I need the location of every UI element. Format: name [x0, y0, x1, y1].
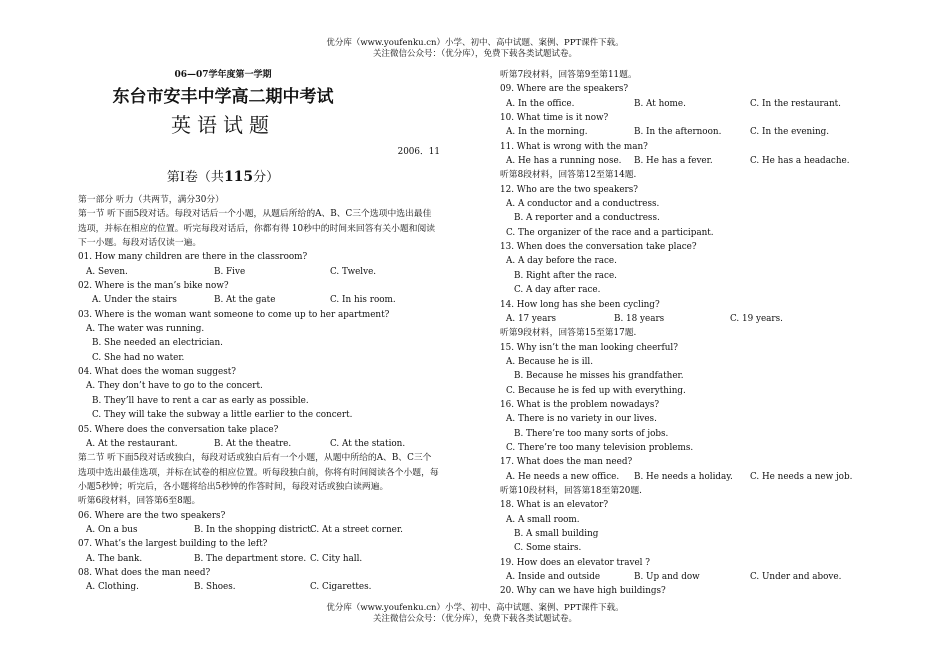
volume-suffix: 分）: [253, 170, 280, 185]
option-b: B. At the theatre.: [214, 438, 292, 449]
question-16-option-b: B. There’re too many sorts of jobs.: [514, 428, 669, 439]
question-7: 07. What’s the largest building to the left?: [78, 539, 268, 550]
section1-intro: 第一节 听下面5段对话。每段对话后一个小题，从题后所给的A、B、C三个选项中选出最佳选项，并标在相应的位置。听完每段对话后，你都有得 10秒中的时间来回答有关小题和阅读下一小题。每段对话仅读一遍。: [78, 209, 436, 249]
question-6: 06. Where are the two speakers?: [78, 510, 226, 521]
option-b: B. Five: [214, 266, 246, 277]
exam-date: 2006．11: [397, 147, 440, 157]
question-3: 03. Where is the woman want someone to come up to her apartment?: [78, 309, 390, 320]
banner-line-1: 优分库（www.youfenku.cn）小学、初中、高中试题、案例、PPT课件下载。: [326, 603, 624, 613]
hear-material-7: 听第7段材料，回答第9至第11题。: [500, 70, 637, 80]
question-9: 09. Where are the speakers?: [500, 84, 629, 95]
option-a: A. On a bus: [86, 524, 138, 535]
question-10-options: [500, 125, 860, 139]
question-4-option-b: B. They’ll have to rent a car as early as possible.: [92, 395, 309, 406]
option-a: A. Inside and outside: [506, 572, 601, 583]
volume-score: 115: [223, 169, 254, 185]
option-c: C. In the restaurant.: [750, 98, 841, 109]
option-a: A. In the office.: [506, 98, 575, 109]
question-1-options: [78, 265, 440, 279]
option-a: A. Seven.: [86, 266, 128, 277]
exam-subject: 英语试题: [171, 113, 275, 137]
option-b: B. Shoes.: [194, 582, 236, 593]
question-15-option-c: C. Because he is fed up with everything.: [506, 385, 686, 396]
option-b: B. At home.: [634, 98, 686, 109]
question-17-options: [500, 470, 860, 484]
option-c: C. 19 years.: [730, 313, 783, 324]
exam-year: 06—07学年度第一学期: [174, 70, 272, 80]
question-13: 13. When does the conversation take place?: [500, 242, 697, 253]
question-16-option-a: A. There is no variety in our lives.: [506, 414, 657, 425]
question-4-option-c: C. They will take the subway a little earlier to the concert.: [92, 410, 353, 421]
option-c: C. At a street corner.: [310, 524, 403, 535]
volume-prefix: 第Ⅰ卷（共: [166, 170, 224, 185]
question-11-options: [500, 154, 860, 168]
option-a: A. He needs a new office.: [506, 471, 620, 482]
left-column: [78, 68, 440, 595]
question-2: 02. Where is the man’s bike now?: [78, 281, 229, 292]
question-7-options: [78, 552, 440, 566]
question-9-options: [500, 97, 860, 111]
option-c: C. City hall.: [310, 553, 363, 564]
option-b: B. At the gate: [214, 295, 276, 306]
banner-line-2: 关注微信公众号：（优分库），免费下载各类试题试卷。: [372, 49, 577, 59]
option-a: A. Clothing.: [86, 582, 139, 593]
question-15: 15. Why isn’t the man looking cheerful?: [500, 342, 678, 353]
option-a: A. At the restaurant.: [86, 438, 178, 449]
banner-line-1: 优分库（www.youfenku.cn）小学、初中、高中试题、案例、PPT课件下载。: [326, 38, 624, 48]
option-a: A. He has a running nose.: [506, 156, 622, 167]
top-banner: [0, 38, 950, 60]
option-a: A. 17 years: [506, 313, 557, 324]
option-b: B. He needs a holiday.: [634, 471, 733, 482]
option-b: B. The department store.: [194, 553, 307, 564]
hear-material-8: 听第8段材料，回答第12至第14题.: [500, 170, 637, 181]
question-8: 08. What does the man need?: [78, 567, 211, 578]
part1-title: 第一部分 听力（共两节，满分30分）: [78, 195, 224, 205]
question-18-option-a: A. A small room.: [506, 514, 580, 525]
question-16-option-c: C. There’re too many television problems.: [506, 442, 694, 453]
hear-material-9: 听第9段材料，回答第15至第17题.: [500, 328, 637, 339]
option-b: B. In the shopping district.: [194, 524, 314, 535]
right-column: [500, 68, 860, 599]
volume-heading: [78, 166, 368, 189]
question-4-option-a: A. They don’t have to go to the concert.: [86, 381, 263, 392]
question-15-option-a: A. Because he is ill.: [506, 356, 593, 367]
question-3-option-b: B. She needed an electrician.: [92, 338, 223, 349]
section2-intro: 第二节 听下面5段对话或独白，每段对话或独白后有一个小题，从题中所给的A、B、C三个选项中选出最佳选项，并标在试卷的相应位置。听每段独白前，你将有时间阅读各个小题，每小题5秒钟；听完后，各小题将给出5秒钟的作答时间，每段对话或独白读两遍。: [78, 453, 439, 492]
question-6-options: [78, 523, 440, 537]
option-b: B. 18 years: [614, 313, 665, 324]
question-8-options: [78, 580, 440, 594]
option-c: C. In his room.: [330, 295, 396, 306]
option-c: C. He needs a new job.: [750, 471, 853, 482]
question-13-option-a: A. A day before the race.: [506, 256, 617, 267]
question-4: 04. What does the woman suggest?: [78, 367, 237, 378]
question-13-option-b: B. Right after the race.: [514, 270, 617, 281]
option-c: C. At the station.: [330, 438, 406, 449]
question-20: 20. Why can we have high buildings?: [500, 586, 666, 597]
option-a: A. Under the stairs: [92, 295, 177, 306]
option-c: C. He has a headache.: [750, 156, 850, 167]
exam-school-title: 东台市安丰中学高二期中考试: [112, 87, 334, 107]
question-15-option-b: B. Because he misses his grandfather.: [514, 371, 684, 382]
option-c: C. Twelve.: [330, 266, 377, 277]
question-12-option-c: C. The organizer of the race and a participant.: [506, 227, 714, 238]
question-19: 19. How does an elevator travel ?: [500, 557, 650, 568]
option-c: C. Cigarettes.: [310, 582, 372, 593]
question-17: 17. What does the man need?: [500, 457, 633, 468]
question-10: 10. What time is it now?: [500, 113, 609, 124]
banner-line-2: 关注微信公众号：（优分库），免费下载各类试题试卷。: [372, 614, 577, 624]
option-a: A. The bank.: [86, 553, 143, 564]
question-11: 11. What is wrong with the man?: [500, 141, 648, 152]
question-5-options: [78, 437, 440, 451]
question-12: 12. Who are the two speakers?: [500, 184, 638, 195]
question-18-option-c: C. Some stairs.: [514, 543, 582, 554]
question-3-option-c: C. She had no water.: [92, 352, 185, 363]
question-19-options: [500, 570, 860, 584]
option-c: C. Under and above.: [750, 572, 842, 583]
question-12-option-a: A. A conductor and a conductress.: [506, 199, 660, 210]
bottom-banner: [0, 603, 950, 625]
option-b: B. In the afternoon.: [634, 127, 722, 138]
question-16: 16. What is the problem nowadays?: [500, 399, 660, 410]
question-12-option-b: B. A reporter and a conductress.: [514, 213, 660, 224]
hear-material-6: 听第6段材料，回答第6至8题。: [78, 496, 201, 507]
question-13-option-c: C. A day after race.: [514, 285, 601, 296]
option-b: B. Up and dow: [634, 572, 700, 583]
question-3-option-a: A. The water was running.: [86, 324, 205, 335]
option-a: A. In the morning.: [506, 127, 588, 138]
question-14-options: [500, 312, 860, 326]
question-5: 05. Where does the conversation take place?: [78, 424, 279, 435]
question-14: 14. How long has she been cycling?: [500, 299, 660, 310]
hear-material-10: 听第10段材料，回答第18至第20题.: [500, 485, 642, 496]
option-b: B. He has a fever.: [634, 156, 713, 167]
question-18: 18. What is an elevator?: [500, 500, 609, 511]
option-c: C. In the evening.: [750, 127, 830, 138]
question-1: 01. How many children are there in the classroom?: [78, 252, 308, 263]
question-2-options: [78, 293, 440, 307]
question-18-option-b: B. A small building: [514, 529, 599, 539]
